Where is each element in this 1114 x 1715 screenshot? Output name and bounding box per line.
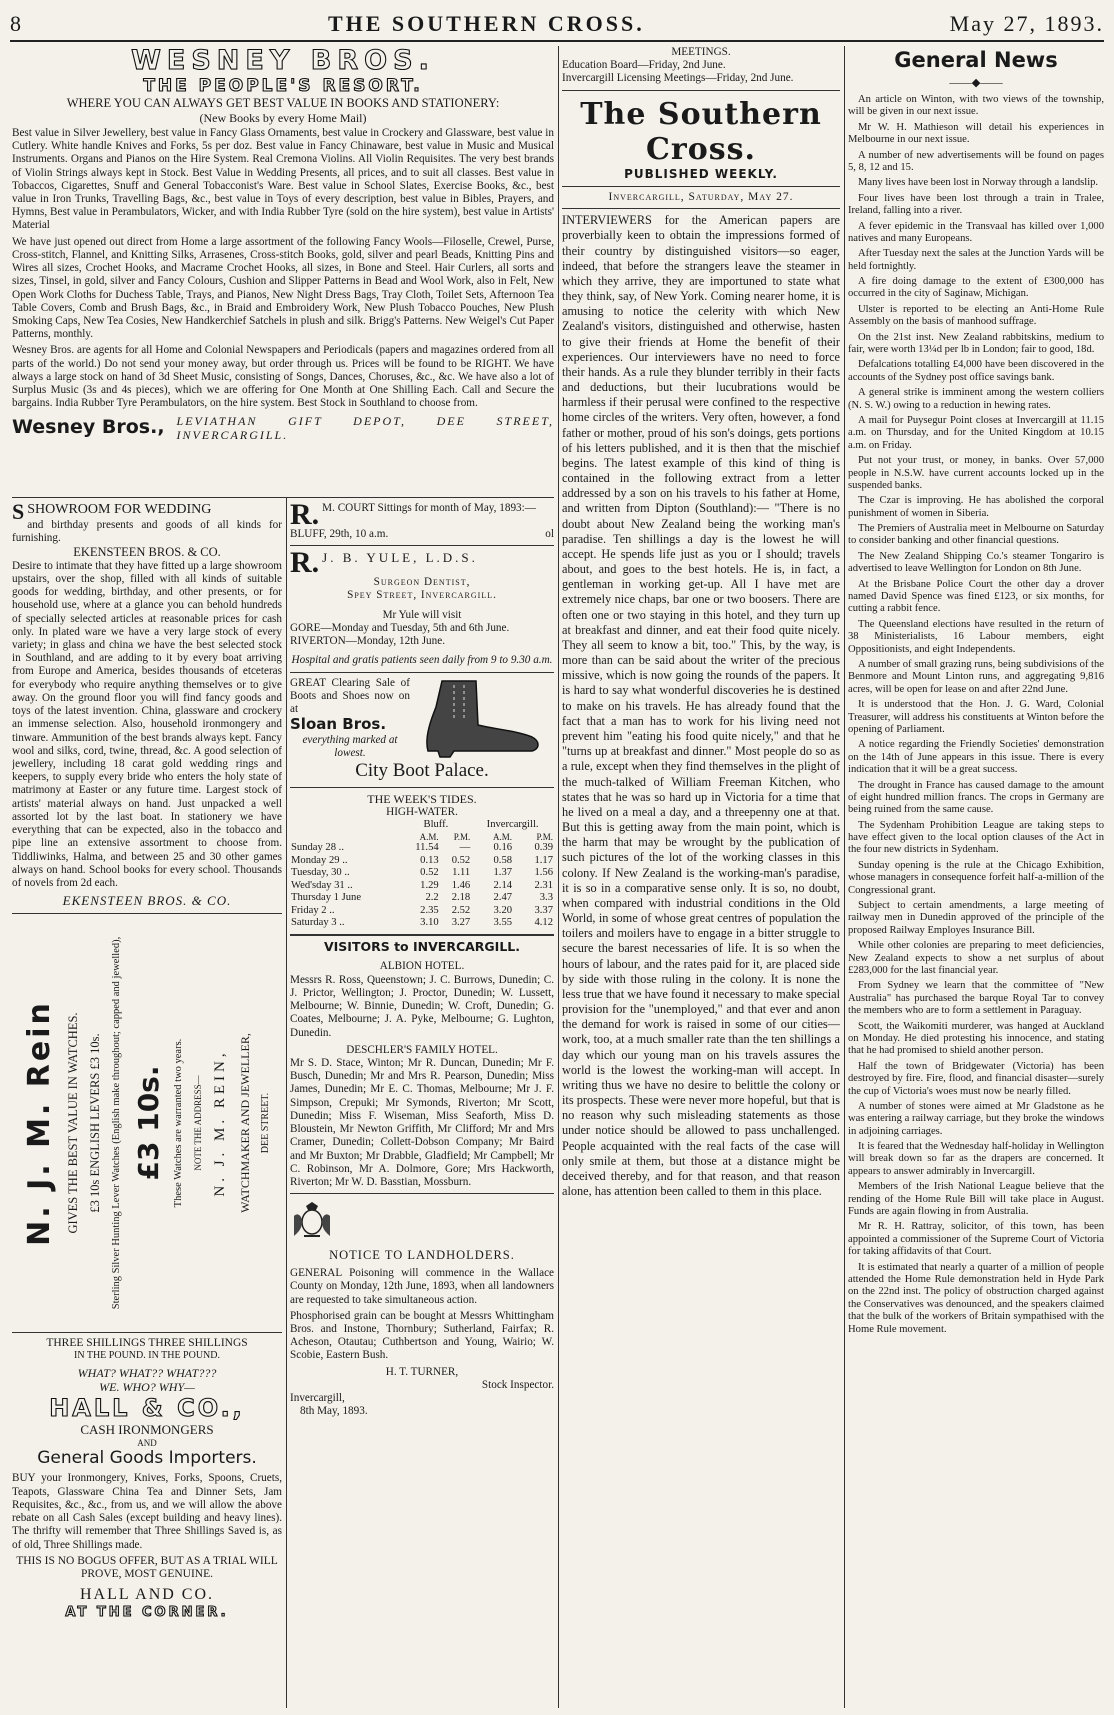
visitors-hotel-2: DESCHLER'S FAMILY HOTEL.: [346, 1043, 498, 1056]
tides-am: A.M.: [493, 831, 513, 842]
list-item: It is understood that the Hon. J. G. Ward, Colonial Treasurer, will address his constituents at Winton before the opening of Parliament.: [848, 699, 1104, 735]
hall-offer: THIS IS NO BOGUS OFFER, BUT AS A TRIAL WILL PROVE, MOST GENUINE.: [16, 1554, 278, 1581]
hall-top: THREE SHILLINGS THREE SHILLINGS: [46, 1336, 248, 1349]
rein-line-4: These Watches are warranted two years.: [172, 1038, 184, 1207]
hall-trade-2: General Goods Importers.: [37, 1448, 257, 1469]
list-item: Members of the Irish National League believe that the rending of the Home Rule Bill will take place in August. Funds are again flowing in from Australia.: [848, 1181, 1104, 1218]
sloan-head: GREAT Clearing Sale of Boots and Shoes now on at: [290, 676, 410, 715]
meetings-line-2: Invercargill Licensing Meetings—Friday, 2nd June.: [562, 72, 794, 85]
rein-line-2: £3 10s ENGLISH LEVERS £3 10s.: [88, 1032, 103, 1213]
boot-icon: [414, 677, 544, 759]
masthead: [10, 8, 1104, 42]
column-3: [562, 46, 840, 1708]
list-item: Half the town of Bridgewater (Victoria) has been destroyed by fire. Fire, flood, and financial disaster—surely the cup of Victoria's woes must now be nearly filled.: [848, 1060, 1104, 1097]
wesney-title: WESNEY BROS.: [131, 46, 435, 76]
paper-title: THE SOUTHERN CROSS.: [327, 11, 645, 36]
yule-gore: GORE—Monday and Tuesday, 5th and 6th June.: [290, 621, 510, 634]
visitors-hotel-1: ALBION HOTEL.: [379, 960, 465, 973]
ekensteen-headline-2: and birthday presents and goods of all kinds for furnishing.: [12, 518, 282, 544]
table-row: Thursday 1 June 2.2 2.18 2.47 3.3: [291, 892, 553, 904]
news-title: General News: [894, 48, 1058, 72]
list-item: The Sydenham Prohibition League are taking steps to have effect given to the local option clauses of the Act in the four new districts in Sydenham.: [848, 819, 1104, 856]
tides-col-bluff: Bluff.: [423, 819, 449, 831]
wesney-address: LEVIATHAN GIFT DEPOT, DEE STREET, INVERCARGILL.: [176, 413, 554, 442]
wesney-tagline: WHERE YOU CAN ALWAYS GET BEST VALUE IN BOOKS AND STATIONERY:: [66, 96, 500, 110]
editorial-title: The Southern Cross.: [580, 96, 822, 168]
tides-pm: P.M.: [536, 831, 553, 842]
list-item: After Tuesday next the sales at the Junction Yards will be held fortnightly.: [848, 248, 1104, 272]
list-item: Scott, the Waikomiti murderer, was hanged at Auckland on Monday. He died protesting his innocence, and stating that he had promised to shield another person.: [848, 1020, 1104, 1057]
list-item: The drought in France has caused damage to the amount of eight hundred million francs. The crops in Germany are being ruined from the same cause.: [848, 779, 1104, 816]
column-rule: [844, 46, 845, 1708]
table-row: Tuesday, 30 .. 0.52 1.11 1.37 1.56: [291, 867, 553, 879]
rein-line-1: GIVES THE BEST VALUE IN WATCHES.: [65, 1011, 80, 1234]
column-2: [290, 502, 554, 1708]
column-4: General News ——◆—— An article on Winton, with two views of the township, will be given in our next issue. Mr W. H. Mathieson will detail his experiences in Melbourne in our next issue. A number of new advertisements will be found on pages 5, 8, 12 and 15. Many lives have been lost in Norway through a landslip. Four lives have been lost through a train in Tralee, Ireland, falling into a river. A fever epidemic in the Transvaal has killed over 1,000 natives and many Europeans. After Tuesday next the sales at the Junction Yards will be held fortnightly. A fire doing damage to the extent of £300,000 has occurred in the city of Saginaw, Michigan. Ulster is reported to be electing an Anti-Home Rule Assembly on the basis of manhood suffrage. On the 21st inst. New Zealand rabbitskins, medium to fair, were worth 13¼d per lb in London; fair to good, 18d. Defalcations totalling £4,000 have been discovered in the accounts of the Sydney post office savings bank. A general strike is imminent among the western colliers (N. S. W.) owing to a reduction in hewing rates. A mail for Puysegur Point closes at Invercargill at 11.15 a.m. on Thursday, and for the United Kingdom at 10.15 a.m. on Friday. Put not your trust, or money, in banks. Over 57,000 people in N.S.W. have current accounts locked up in the suspended banks. The Czar is improving. He has abolished the corporal punishment of women in Siberia. The Premiers of Australia meet in Melbourne on Saturday to consider banking and other financial questions. The New Zealand Shipping Co.'s steamer Tongariro is advertised to leave Wellington for London on 8th June. At the Brisbane Police Court the other day a drover named David Spence was fined £123, or six months, for cutting a rabbit fence. The Queensland elections have resulted in the return of 38 Ministerialists, 16 Labour members, eight Oppositionists, and eight Independents. A number of small grazing runs, being subdivisions of the Benmore and Mount Linton runs, and aggregating 9,816 acres, will be open for lease on and after 22nd June. It is understood that the Hon. J. G. Ward, Colonial Treasurer, will address his constituents at Winton before the opening of Parliament. A notice regarding the Friendly Societies' demonstration on the 14th of June appears in this issue. There is every indication that it will be a great success. The drought in France has caused damage to the amount of eight hundred million francs. The crops in Germany are being ruined from the same cause. The Sydenham Prohibition League are taking steps to have effect given to the local option clauses of the Act in the four new districts in Sydenham. Sunday opening is the rule at the Chicago Exhibition, whose managers in consequence forfeit half-a-million of the Congressional grant. Subject to certain amendments, a large meeting of railway men in Dunedin approved of the principle of the proposed Railway Employes Insurance Bill. While other colonies are preparing to meet deficiencies, New Zealand expects to show a net surplus of about £283,000 for the last financial year. From Sydney we learn that the committee of "New Australia" has purchased the barque Royal Tar to convey the members who are to form a settlement in Paraguay. Scott, the Waikomiti murderer, was hanged at Auckland on Monday. He died protesting his innocence, and stating that he had promised to shield another person. Half the town of Bridgewater (Victoria) has been destroyed by fire. Fire, flood, and financial disaster—surely the cup of Victoria's woes must now be nearly filled. A number of stones were aimed at Mr Gladstone as he was entering a railway carriage, but they broke the windows in adjoining carriages. It is feared that the Wednesday half-holiday in Wellington will break down so far as the drapers are concerned. It appears to answer admirably in Invercargill. Members of the Irish National League believe that the rending of the Home Rule Bill will take place in August. Funds are again flowing in from Australia. Mr R. H. Rattray, solicitor, of this town, has been appointed a commissioner of the Supreme Court of Victoria for taking affidavits of that Court. It is estimated that nearly a quarter of a million of people attended the Home Rule demonstration held in Hyde Park on the 22nd inst. The policy of obstruction charged against the Conservatives was denounced, and the speakers claimed that the bulk of the workers of Britain sympathised with the Home Rule movement.: [848, 48, 1104, 1335]
rein-name: N. J. M. Rein: [22, 999, 58, 1246]
list-item: A general strike is imminent among the western colliers (N. S. W.) owing to a reduction in hewing rates.: [848, 387, 1104, 411]
hall-trade: CASH IRONMONGERS: [80, 1422, 214, 1438]
visitors-title: VISITORS to INVERCARGILL.: [323, 938, 521, 954]
list-item: A fire doing damage to the extent of £300,000 has occurred in the city of Saginaw, Michigan.: [848, 276, 1104, 300]
hall-advertisement: [12, 1337, 282, 1621]
sloan-name: Sloan Bros.: [290, 715, 387, 734]
notice-body: GENERAL Poisoning will commence in the Wallace County on Monday, 12th June, 1893, when all landowners are requested to take simultaneous action.: [290, 1267, 554, 1306]
table-row: Monday 29 .. 0.13 0.52 0.58 1.17: [291, 854, 553, 866]
list-item: A number of new advertisements will be found on pages 5, 8, 12 and 15.: [848, 149, 1104, 173]
rein-line-5: NOTE THE ADDRESS—: [193, 1074, 204, 1171]
news-list: [848, 94, 1104, 1336]
list-item: A fever epidemic in the Transvaal has killed over 1,000 natives and many Europeans.: [848, 220, 1104, 244]
column-1: [12, 502, 282, 1708]
page-number: 8: [10, 11, 23, 36]
editorial-dateline: Invercargill, Saturday, May 27.: [608, 190, 794, 203]
sloan-advertisement: [290, 677, 554, 783]
meetings: [562, 46, 840, 86]
issue-date: May 27, 1893.: [949, 11, 1104, 36]
list-item: The Premiers of Australia meet in Melbourne on Saturday to consider banking and other financial questions.: [848, 523, 1104, 547]
table-row: Wed'sday 31 .. 1.29 1.46 2.14 2.31: [291, 879, 553, 891]
wesney-para-1: Best value in Silver Jewellery, best value in Fancy Glass Ornaments, best value in Crockery and Glassware, best value in Cutlery. White handle Knives and Forks, 5s per doz. Best value in Fancy Chinaware, best value in Music and Musical Instruments. Organs and Pianos on the Hire System. Real Cremona Violins. All Violin Requisites. The very best brands of Violin Strings always kept in Stock. Best Value in Wedding Presents, all prices, and to suit all classes. Best value in Tobaccos, Cigarettes, Snuff and General Tobacconist's Ware. Best value in School Slates, Exercise Books, &c., best value in Iron Trunks, Travelling Bags, &c., best value in Toys of every description, best value in Bibles, Prayers, and Hymns, Best value in Perambulators, Wicker, and with India Rubber Tyre (sold on the hire system), best value in Artists' Material: [12, 126, 554, 232]
list-item: Many lives have been lost in Norway through a landslip.: [858, 177, 1099, 189]
table-row: Friday 2 .. 2.35 2.52 3.20 3.37: [291, 904, 553, 916]
list-item: Sunday opening is the rule at the Chicago Exhibition, whose managers in consequence forfeit half-a-million of the Congressional grant.: [848, 859, 1104, 896]
notice-place: Invercargill,: [290, 1392, 345, 1405]
wesney-subtagline: (New Books by every Home Mail): [199, 110, 367, 125]
rein-price: £3 10s.: [131, 1065, 165, 1180]
ekensteen-firm: EKENSTEEN BROS. & CO.: [73, 544, 221, 559]
tides-table: [290, 792, 554, 930]
list-item: The New Zealand Shipping Co.'s steamer Tongariro is advertised to leave Wellington for London on 8th June.: [848, 550, 1104, 575]
published-weekly: PUBLISHED WEEKLY.: [624, 167, 778, 182]
tides-pm: P.M.: [453, 831, 471, 842]
hall-what: WHAT? WHAT?? WHAT???: [77, 1365, 217, 1380]
court-line-2: BLUFF, 29th, 10 a.m.: [290, 528, 389, 540]
tides-am: A.M.: [419, 831, 439, 842]
ekensteen-advertisement: SSHOWROOM FOR WEDDING and birthday presents and goods of all kinds for furnishing. EKENSTEEN BROS. & CO. Desire to intimate that they have fitted up a large showroom upstairs, over the shop, filled with all kinds of suitable goods for wedding, birthday, and other presents, or for household use, where at a glance you can behold hundreds of specially selected articles at reasonable prices for cash only. In plated ware we have a very large stock of every variety; in glass and china we have the best selected stock in Southland, and are adding to it by every boat arriving from Europe and America, besides thousands of etceteras for everybody who require anything themselves or to give away. On the ground floor you will find fancy goods and toys of the latest invention. China, glassware and crockery an immense selection. Also, household ironmongery and tinware. Ammunition of the best brands always kept. Fancy wool and silks, cord, twine, thread, &c. A good selection of jewellery, including 18 carat gold wedding rings and keepers, to supply every bride who enters the holy state of matrimony at Easter or any future time. Largest stock of artists' material always on hand. Just unpacked a well assorted lot by the last boat. In stationery we have everything that can be expected, also in the tobacco and pipe line an extensive assortment to choose from. Tiddliwinks, Halma, and between 25 and 30 other games always on hand. School books for every school. Thousands of novels from 2d each. EKENSTEEN BROS. & CO.: [12, 502, 282, 909]
sloan-tag: everything marked at lowest.: [302, 733, 398, 760]
hall-body: BUY your Ironmongery, Knives, Forks, Spoons, Cruets, Teapots, Glassware China Tea and Dinner Sets, Jam Requisites, &c., &c., from us, and we will allow the above rebate on all Cash Sales (except building and heavy lines). The thrifty will remember that Three Shillings Saved is, as of old, Three Shillings made.: [12, 1472, 282, 1551]
rein-line-7: DEE STREET.: [260, 1092, 272, 1153]
ekensteen-headline: SHOWROOM FOR WEDDING: [27, 502, 212, 517]
list-item: The Czar is improving. He has abolished the corporal punishment of women in Siberia.: [848, 495, 1104, 519]
list-item: A notice regarding the Friendly Societies' demonstration on the 14th of June appears in this issue. There is every indication that it will be a great success.: [848, 739, 1104, 776]
list-item: It is feared that the Wednesday half-holiday in Wellington will break down so far as the drapers are concerned. It appears to answer admirably in Invercargill.: [848, 1141, 1104, 1177]
hall-signature: HALL AND CO.: [79, 1585, 215, 1603]
visitors-list-2: Mr S. D. Stace, Winton; Mr R. Duncan, Dunedin; Mr F. Busch, Dunedin; Mr and Mrs R. Pearson, Dunedin; Miss James, Dunedin; Mr E. C. Thomas, Melbourne; Mr J. F. Simpson, Crepuki; Mr Symonds, Riverton; Mr Scott, Dunedin; Miss F. Wiseman, Miss Seaforth, Miss D. Bloustein, Mr Newton Griffith, Mr Clifford; Mr and Mrs Cramer, Dunedin; Collett-Dobson Company; Mr Baird and Mr Buxton; Mr Drabble, Gladfield; Mr Campbell; Mr C. Robinson, Mr A. Dolmore, Gore; Mrs Hackworth, Riverton; Mr W. D. Basstian, Mossburn.: [290, 1056, 554, 1188]
meetings-line-1: Education Board—Friday, 2nd June.: [562, 59, 726, 72]
visitors-list-1: Messrs R. Ross, Queenstown; J. C. Burrows, Dunedin; C. J. Prictor, Wellington; J. Proctor, Dunedin; W. Lussett, Melbourne; W. Binnie, Dunedin; W. Croft, Dunedin; G. Coates, Melbourne; J. A. Pyke, Melbourne; G. Lughton, Dunedin.: [290, 973, 554, 1039]
list-item: An article on Winton, with two views of the township, will be given in our next issue.: [848, 93, 1104, 118]
sloan-palace: City Boot Palace.: [355, 760, 489, 782]
court-line-1: M. COURT Sittings for month of May, 1893:—: [322, 502, 536, 514]
hall-signature-2: AT THE CORNER.: [65, 1604, 229, 1620]
rein-line-6: WATCHMAKER AND JEWELLER,: [237, 1032, 252, 1213]
wesney-signature: Wesney Bros.,: [12, 416, 165, 439]
yule-title: Surgeon Dentist,: [373, 576, 471, 589]
rein-advertisement: [12, 913, 282, 1333]
list-item: A number of stones were aimed at Mr Gladstone as he was entering a railway carriage, but they broke the windows in adjoining carriages.: [848, 1100, 1104, 1137]
table-row: Sunday 28 .. 11.54 — 0.16 0.39: [291, 842, 553, 854]
yule-address: Spey Street, Invercargill.: [347, 589, 497, 602]
list-item: From Sydney we learn that the committee of "New Australia" has purchased the barque Royal Tar to convey the members who are to form a settlement in Paraguay.: [848, 980, 1104, 1017]
list-item: At the Brisbane Police Court the other day a drover named David Spence was fined £123, or six months, for cutting a rabbit fence.: [848, 578, 1104, 615]
list-item: While other colonies are preparing to meet deficiencies, New Zealand expects to show a net surplus of about £283,000 for the last financial year.: [848, 940, 1104, 976]
court-line-2b: ol: [545, 528, 554, 540]
column-rule: [286, 498, 287, 1708]
section-rule: [12, 497, 554, 498]
yule-name: J. B. YULE, L.D.S.: [322, 550, 478, 566]
list-item: Put not your trust, or money, in banks. Over 57,000 people in N.S.W. have current accounts locked up in the suspended banks.: [848, 455, 1104, 491]
tides-sub: HIGH-WATER.: [386, 805, 458, 818]
editorial-body: INTERVIEWERS for the American papers are proverbially keen to obtain the impressions formed of their country by distinguished visitors—so eager, indeed, that before the strangers leave the steamer in which they arrive, they are importuned to state what they think, say, of New York. Coming nearer home, it is amusing to notice the celerity with which New Zealand's visitors, distinguished and otherwise, hasten to give their friends at Home the benefit of their experiences. Our interviewers have no need to force their hands. As a rule they blunder terribly in their facts and deductions, but their lucubrations would be harmless if their perusal were confined to the respective home circles of the writers. Very often, however, a fond father or mother, proud of his son's doings, gets portions of his letters published, and it is then that the mischief begins. The latest example of this kind of thing is contained in the following extract from a letter addressed by a son on his travels to his father at Home, and written from Dipton (Southland):— "There is no doubt about New Zealand being the working man's paradise. Ten shillings a day is the lowest he will accept. He spends life just as you or I should; travels about, and goes to the best hotels. He is, in fact, a gentleman in working get-up. All I have met are extremely nice chaps, bar one or two boosers. There are often one or two staying in this hotel, and they turn up at breakfast and dinner, and eat their food quite nicely. They all seem to know a bit, too." This, by the way, is more than can be said about the writer of the precious missive, which is now going the rounds of the papers. It is hard to say what wonderful discoveries he is destined to make on his travels. He has already found that the fact that a man has to work for his living need not prevent him "eating his food quite nicely," and that he "turns up at breakfast and dinner." Most people do so as a rule, except when they find themselves in the plight of the much-talked of William Freeman Kitchen, who states that he was so hard up in Victoria for a time that he lived on a meal a day, and a threepenny one at that. But this is getting away from the main point, which is the harm that may be wrought by the publication of such pictures of the lot of the working classes in this colony. If New Zealand is the working-man's paradise, it is so in a comparative sense only. It is so, no doubt, when compared with industrial conditions in the Old World, in some of whose great centres of population the toilers and moilers have to engage in a bitter struggle to secure the barest necessaries of life. It is so when the hours of labour, and the rates paid for it, are placed side by side with those ruling in the colony. It is none the less true that we have found it necessary to make special provision for the "unemployed," and that ever and anon the demand for work is raised in some of our cities—work, too, at a much smaller rate than the ten shillings a day which our young man on his travels assures the world is the lowest the working-man will accept. In writing thus we have no desire to belittle the colony or its prospects. These were never more hopeful, but that is no reason why such misleading statements as those under notice should be allowed to pass unchallenged. People acquainted with the real facts of the case will only smile at them, but those at a distance might be deceived thereby, and for that reason, and that reason alone, has attention been called to them in this place.: [562, 213, 840, 1199]
table-row: Saturday 3 .. 3.10 3.27 3.55 4.12: [291, 917, 553, 929]
list-item: A number of small grazing runs, being subdivisions of the Benmore and Mount Linton runs, and aggregating 9,816 acres, will be open for lease on and after 22nd June.: [848, 659, 1104, 695]
notice-body-2: Phosphorised grain can be bought at Messrs Whittingham Bros. and Instone, Thornbury; Sutherland, Fairfax; R. Acheson, Otautau; Cuthbertson and Young, Wairio; W. Scobie, Eastern Bush.: [290, 1309, 554, 1362]
hall-and: AND: [137, 1437, 157, 1448]
list-item: Ulster is reported to be electing an Anti-Home Rule Assembly on the basis of manhood suffrage.: [848, 303, 1104, 328]
wesney-subtitle: THE PEOPLE'S RESORT.: [143, 76, 423, 96]
wesney-para-3: Wesney Bros. are agents for all Home and Colonial Newspapers and Periodicals (papers and magazines ordered from all parts of the world.) Do not send your money away, but order through us. Prices will be found to be RIGHT. We have always a large stock on hand of 3d Sheet Music, consisting of Songs, Dances, Choruses, &c., &c. We have also a lot of Surplus Music (3s and 4s pieces), which we are offering for One Month at One Shilling Each. Call and Secure the bargains. India Rubber Tyre Perambulators, on the hire system. Best Stock in Southland to choose from.: [12, 344, 554, 410]
list-item: Mr W. H. Mathieson will detail his experiences in Melbourne in our next issue.: [848, 121, 1104, 146]
rein-line-3: Sterling Silver Hunting Lever Watches (English make throughout; capped and jewelled),: [111, 936, 123, 1309]
hall-name: HALL & CO.,: [49, 1394, 245, 1423]
visitors-list: [290, 940, 554, 1189]
ekensteen-signature: EKENSTEEN BROS. & CO.: [62, 893, 232, 909]
tides-title: THE WEEK'S TIDES.: [367, 791, 477, 806]
column-rule: [558, 46, 559, 1708]
list-item: It is estimated that nearly a quarter of a million of people attended the Home Rule demonstration held in Hyde Park on the 22nd inst. The policy of obstruction charged against the Conservatives was denounced, and the speakers claimed that the bulk of the workers of Britain sympathised with the Home Rule movement.: [848, 1261, 1104, 1335]
meetings-title: MEETINGS.: [671, 46, 731, 58]
wesney-para-2: We have just opened out direct from Home a large assortment of the following Fancy Wools—Filoselle, Crewel, Purse, Cross-stitch, Flannel, and Knitting Silks, Arrasenes, Cross-stitch Books, gold, silver and pearl Beads, Knitting Pins and Wires all sizes, Crochet Hooks, and Macrame Crochet Hooks, all sizes, in Bone and Steel. Hair Curlers, all sorts and sizes, Tinsel, in gold, silver and Fancy Colours, Cushion and Slipper Patterns in Bead and Wool Work, also in Felt, New Open Work Cloths for Duchess Table, Trays, and Pianos, New Night Dress Bags, Tray Cloth, Toilet Sets, Afternoon Tea Table Covers, Comb and Brush Bags, &c., in Braid and Embroidery Work, New Plush Tobacco Pouches, New Plush Smoking Caps, New Tea Cosies, New Handkerchief Satchels in plush and silk. Brigg's Patterns. New Weigel's Cut Paper Patterns, monthly.: [12, 235, 554, 341]
list-item: On the 21st inst. New Zealand rabbitskins, medium to fair, were worth 13¼d per lb in London; fair to good, 18d.: [848, 331, 1104, 356]
list-item: Defalcations totalling £4,000 have been discovered in the accounts of the Sydney post office savings bank.: [848, 359, 1104, 383]
yule-advertisement: R. J. B. YULE, L.D.S. Surgeon Dentist, Spey Street, Invercargill. Mr Yule will visit GORE—Monday and Tuesday, 5th and 6th June. RIVERTON—Monday, 12th June. Hospital and gratis patients seen daily from 9 to 9.30 a.m.: [290, 546, 553, 667]
court-notice: R. M. COURT Sittings for month of May, 1893:— BLUFF, 29th, 10 a.m. ol: [290, 502, 554, 540]
list-item: Subject to certain amendments, a large meeting of railway men in Dunedin approved of the principle of the proposed Railway Employes Insurance Bill.: [848, 900, 1104, 936]
rein-name-2: N. J. M. REIN,: [211, 1048, 228, 1197]
royal-crest-icon: [290, 1202, 334, 1240]
hall-who: WE. WHO? WHY—: [99, 1380, 195, 1395]
list-item: Mr R. H. Rattray, solicitor, of this town, has been appointed a commissioner of the Supreme Court of Victoria for taking affidavits of that Court.: [848, 1221, 1104, 1258]
tides-col-invercargill: Invercargill.: [486, 819, 539, 831]
notice-date: 8th May, 1893.: [300, 1405, 368, 1418]
yule-riverton: RIVERTON—Monday, 12th June.: [290, 635, 446, 648]
yule-visit: Mr Yule will visit: [382, 608, 462, 621]
notice-title: NOTICE TO LANDHOLDERS.: [329, 1248, 515, 1263]
landholders-notice: [290, 1248, 554, 1418]
hall-top-2: IN THE POUND. IN THE POUND.: [73, 1350, 220, 1362]
wesney-advertisement: [12, 46, 554, 496]
ekensteen-body: Desire to intimate that they have fitted up a large showroom upstairs, over the shop, filled with all kinds of suitable goods for wedding, birthday, and other presents, or for household use, where at a glance you can behold hundreds of specially selected articles at reasonable prices for cash only. In plated ware we have a very large stock of every variety; in glass and china we have the best selected stock in Southland, and are adding to it by every boat arriving from Europe and America, besides thousands of etceteras for everybody who require anything themselves or to give away. On the ground floor you will find fancy goods and toys of the latest invention. China, glassware and crockery an immense selection. Also, household ironmongery and tinware. Ammunition of the best brands always kept. Fancy wool and silks, cord, twine, thread, &c. A good selection of jewellery, including 18 carat gold wedding rings and keepers, to supply every bride who enters the holy state of matrimony at Easter or any future time. Largest stock of artists' material always on hand. Just unpacked a well assorted lot by the last boat. In stationery we have everything that can be expected, also in the tobacco and pipe line an extensive assortment to choose from. Tiddliwinks, Halma, and between 25 and 30 other games always on hand. School books for every school. Thousands of novels from 2d each.: [12, 559, 282, 889]
list-item: Four lives have been lost through a train in Tralee, Ireland, falling into a river.: [848, 192, 1104, 217]
yule-hospital: Hospital and gratis patients seen daily from 9 to 9.30 a.m.: [291, 654, 553, 667]
list-item: A mail for Puysegur Point closes at Invercargill at 11.15 a.m. on Thursday, and for the United Kingdom at 10.15 a.m. on Friday.: [848, 414, 1104, 451]
notice-signature-2: Stock Inspector.: [481, 1378, 554, 1391]
list-item: The Queensland elections have resulted in the return of 38 Ministerialists, 16 Labour members, eight Oppositionists, and eight Independents.: [848, 618, 1104, 655]
notice-signature: H. T. TURNER,: [385, 1365, 459, 1378]
